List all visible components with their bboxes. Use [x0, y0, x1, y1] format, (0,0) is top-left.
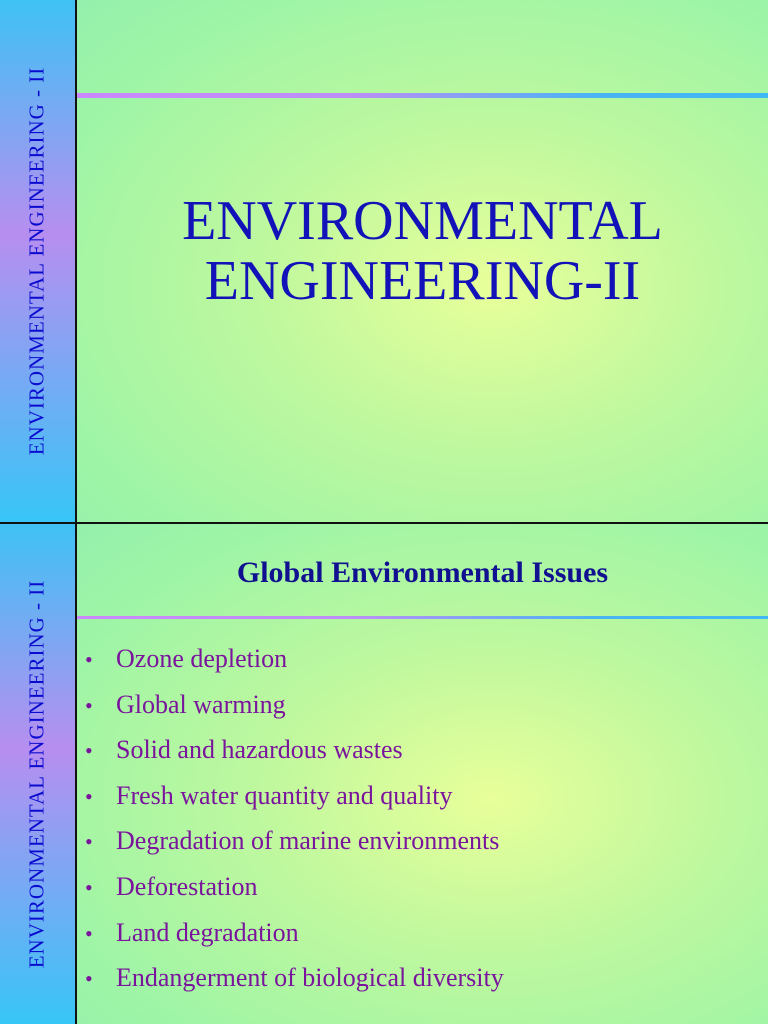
list-item: [85, 865, 504, 911]
side-band: [0, 524, 75, 1024]
list-item-text: Deforestation: [116, 871, 258, 901]
slide-2: [0, 524, 768, 1024]
slide-content: [77, 524, 768, 1024]
side-label: ENVIRONMENTAL ENGINEERING - II: [24, 579, 49, 969]
bullet-icon: •: [85, 874, 93, 900]
list-item: [85, 683, 504, 729]
list-item-text: Land degradation: [116, 917, 299, 947]
bullet-icon: •: [85, 829, 93, 855]
bullet-icon: •: [85, 920, 93, 946]
slide-heading: Global Environmental Issues: [236, 556, 609, 589]
list-item-text: Ozone depletion: [116, 644, 288, 673]
side-label: ENVIRONMENTAL ENGINEERING - II: [24, 66, 49, 456]
list-item-text: Global warming: [116, 689, 286, 719]
slide-content: [77, 0, 768, 522]
bullet-icon: •: [85, 783, 93, 809]
list-item: [85, 774, 504, 820]
list-item-text: Fresh water quantity and quality: [116, 780, 453, 810]
list-item: [85, 637, 504, 683]
list-item: [85, 728, 504, 774]
title-rule: [77, 93, 768, 98]
heading-rule: [77, 616, 768, 619]
list-item-text: Endangerment of biological diversity: [116, 963, 504, 993]
bullet-icon: •: [85, 966, 93, 992]
title-line-2: ENGINEERING-II: [204, 250, 641, 312]
list-item: [85, 819, 504, 865]
bullet-icon: •: [85, 738, 93, 764]
list-item: [85, 956, 504, 1002]
list-item-text: Solid and hazardous wastes: [116, 735, 403, 765]
list-item-text: Degradation of marine environments: [116, 826, 500, 856]
bullet-list: [85, 637, 504, 1002]
title-line-1: ENVIRONMENTAL: [182, 190, 663, 252]
side-band: [0, 0, 75, 522]
bullet-icon: •: [85, 692, 93, 718]
list-item: [85, 911, 504, 957]
slide-title: [77, 191, 768, 311]
bullet-icon: •: [85, 647, 93, 672]
